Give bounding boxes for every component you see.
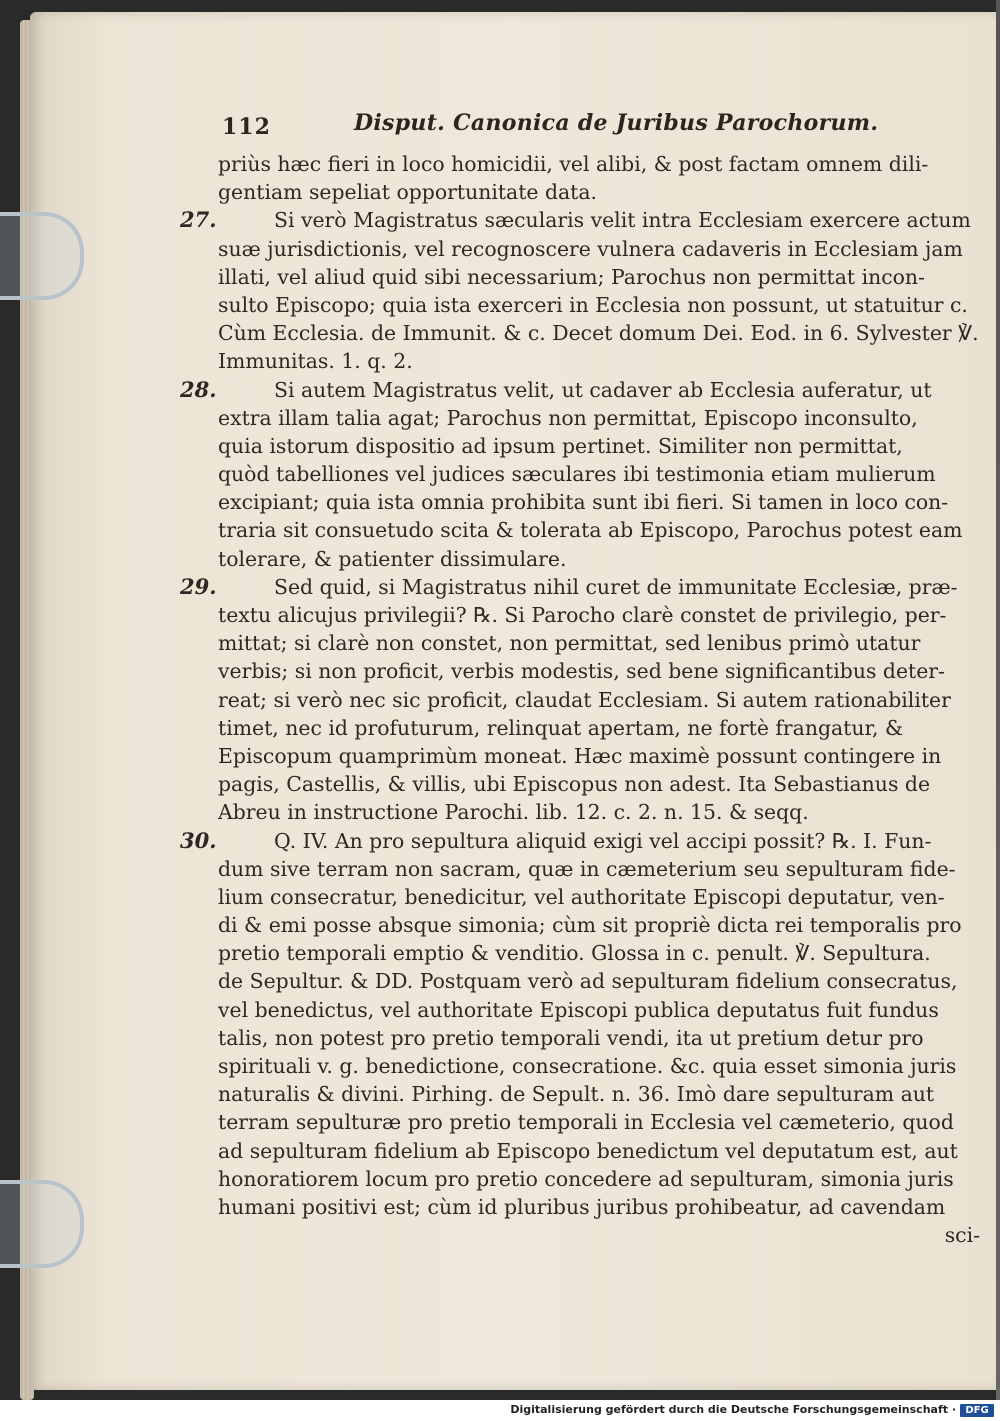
text-line: [218, 235, 988, 263]
digitization-credit: Digitalisierung gefördert durch die Deutsche Forschungsgemeinschaft ·: [510, 1403, 956, 1416]
bookmark-clip-top: [0, 212, 84, 300]
text-line: [218, 996, 988, 1024]
paragraph-number: 27.: [180, 207, 217, 233]
line-text: spirituali v. g. benedictione, consecratione. &c. quia esset simonia juris: [218, 1054, 957, 1078]
text-line: [218, 939, 988, 967]
text-line: [218, 178, 988, 206]
text-line: [218, 488, 988, 516]
text-line: [218, 347, 988, 375]
line-text: honoratiorem locum pro pretio concedere ad sepulturam, simonia juris: [218, 1166, 954, 1191]
line-text: Abreu in instructione Parochi. lib. 12. c. 2. n. 15. & seqq.: [218, 800, 809, 825]
text-line: [218, 291, 988, 319]
line-text: quia istorum dispositio ad ipsum pertinet. Similiter non permittat,: [218, 433, 903, 458]
text-line: [218, 319, 988, 347]
paragraph-number: 30.: [180, 827, 217, 853]
text-line: [218, 770, 988, 798]
text-line: [218, 545, 988, 573]
text-line: [218, 1080, 988, 1108]
text-line: [218, 657, 988, 685]
text-line: [218, 629, 988, 657]
text-line: [218, 516, 988, 544]
dfg-logo: DFG: [960, 1404, 994, 1417]
line-text: Q. IV. An pro sepultura aliquid exigi vel accipi possit? ℞. I. Fun-: [274, 828, 932, 853]
text-line: [218, 1137, 988, 1165]
line-text: pagis, Castellis, & villis, ubi Episcopus non adest. Ita Sebastianus de: [218, 772, 931, 797]
text-line: [218, 742, 988, 770]
line-text: traria sit consuetudo scita & tolerata ab Episcopo, Parochus potest eam: [218, 518, 963, 543]
paragraph-number: 28.: [180, 376, 217, 402]
text-line: [180, 206, 988, 234]
line-text: di & emi posse absque simonia; cùm sit propriè dicta rei temporalis pro: [218, 913, 962, 938]
bookmark-clip-bottom: [0, 1180, 84, 1268]
footer-bar: [0, 1400, 1000, 1421]
text-line: [180, 573, 988, 601]
line-text: illati, vel aliud quid sibi necessarium; Parochus non permittat incon-: [218, 264, 925, 289]
line-text: lium consecratur, benedicitur, vel authoritate Episcopi deputatur, ven-: [218, 884, 945, 909]
line-text: pretio temporali emptio & venditio. Glossa in c. penult. ℣. Sepultura.: [218, 941, 931, 966]
text-line: [180, 827, 988, 855]
line-text: sulto Episcopo; quia ista exerceri in Ecclesia non possunt, ut statuitur c.: [218, 292, 968, 317]
line-text: Episcopum quamprimùm moneat. Hæc maximè possunt contingere in: [218, 743, 942, 768]
text-line: [218, 855, 988, 883]
text-line: [218, 1193, 988, 1221]
line-text: talis, non potest pro pretio temporali vendi, ita ut pretium detur pro: [218, 1025, 924, 1050]
line-text: extra illam talia agat; Parochus non permittat, Episcopo inconsulto,: [218, 405, 918, 430]
text-line: [218, 714, 988, 742]
line-text: mittat; si clarè non constet, non permittat, sed lenibus primò utatur: [218, 631, 921, 656]
line-text: humani positivi est; cùm id pluribus juribus prohibeatur, ad cavendam: [218, 1194, 946, 1219]
line-text: reat; si verò nec sic proficit, claudat Ecclesiam. Si autem rationabiliter: [218, 687, 951, 712]
page-number: 112: [222, 114, 271, 140]
text-line: [218, 911, 988, 939]
line-text: ad sepulturam fidelium ab Episcopo benedictum vel deputatum est, aut: [218, 1138, 958, 1163]
text-line: [218, 601, 988, 629]
running-head: Disput. Canonica de Juribus Parochorum.: [354, 110, 879, 136]
text-line: [218, 798, 988, 826]
text-line: [218, 883, 988, 911]
line-text: excipiant; quia ista omnia prohibita sunt ibi fieri. Si tamen in loco con-: [218, 490, 949, 515]
line-text: Si verò Magistratus sæcularis velit intra Ecclesiam exercere actum: [274, 208, 971, 233]
line-text: vel benedictus, vel authoritate Episcopi publica deputatus fuit fundus: [218, 997, 939, 1022]
paragraph-number: 29.: [180, 573, 217, 599]
line-text: dum sive terram non sacram, quæ in cæmeterium seu sepulturam fide-: [218, 856, 956, 881]
text-line: [218, 686, 988, 714]
text-line: [218, 263, 988, 291]
catchword: sci-: [944, 1223, 980, 1248]
text-line: [218, 967, 988, 995]
line-text: priùs hæc fieri in loco homicidii, vel alibi, & post factam omnem dili-: [218, 152, 929, 176]
line-text: tolerare, & patienter dissimulare.: [218, 546, 567, 571]
line-text: Sed quid, si Magistratus nihil curet de immunitate Ecclesiæ, præ-: [274, 574, 958, 599]
text-line: [218, 432, 988, 460]
text-line: [218, 1108, 988, 1136]
text-line: [218, 404, 988, 432]
text-line: [218, 1165, 988, 1193]
line-text: de Sepultur. & DD. Postquam verò ad sepulturam fidelium consecratus,: [218, 969, 958, 994]
color-strip: [996, 0, 1000, 1400]
body-text: [180, 150, 988, 1249]
text-line: [218, 150, 988, 178]
line-text: timet, nec id profuturum, relinquat apertam, ne fortè frangatur, &: [218, 715, 904, 740]
line-text: quòd tabelliones vel judices sæculares ibi testimonia etiam mulierum: [218, 462, 936, 487]
line-text: Immunitas. 1. q. 2.: [218, 349, 413, 374]
text-line: [218, 1024, 988, 1052]
line-text: naturalis & divini. Pirhing. de Sepult. n. 36. Imò dare sepulturam aut: [218, 1082, 935, 1107]
line-text: terram sepulturæ pro pretio temporali in Ecclesia vel cæmeterio, quod: [218, 1110, 954, 1135]
text-line: [180, 376, 988, 404]
text-line: [218, 460, 988, 488]
line-text: Cùm Ecclesia. de Immunit. & c. Decet domum Dei. Eod. in 6. Sylvester ℣.: [218, 321, 979, 346]
line-text: gentiam sepeliat opportunitate data.: [218, 180, 597, 205]
line-text: suæ jurisdictionis, vel recognoscere vulnera cadaveris in Ecclesiam jam: [218, 236, 963, 261]
line-text: textu alicujus privilegii? ℞. Si Parocho clarè constet de privilegio, per-: [218, 603, 947, 627]
line-text: verbis; si non proficit, verbis modestis, sed bene significantibus deter-: [218, 659, 945, 684]
page-header: [222, 108, 982, 142]
text-line: [218, 1052, 988, 1080]
line-text: Si autem Magistratus velit, ut cadaver ab Ecclesia auferatur, ut: [274, 377, 932, 402]
